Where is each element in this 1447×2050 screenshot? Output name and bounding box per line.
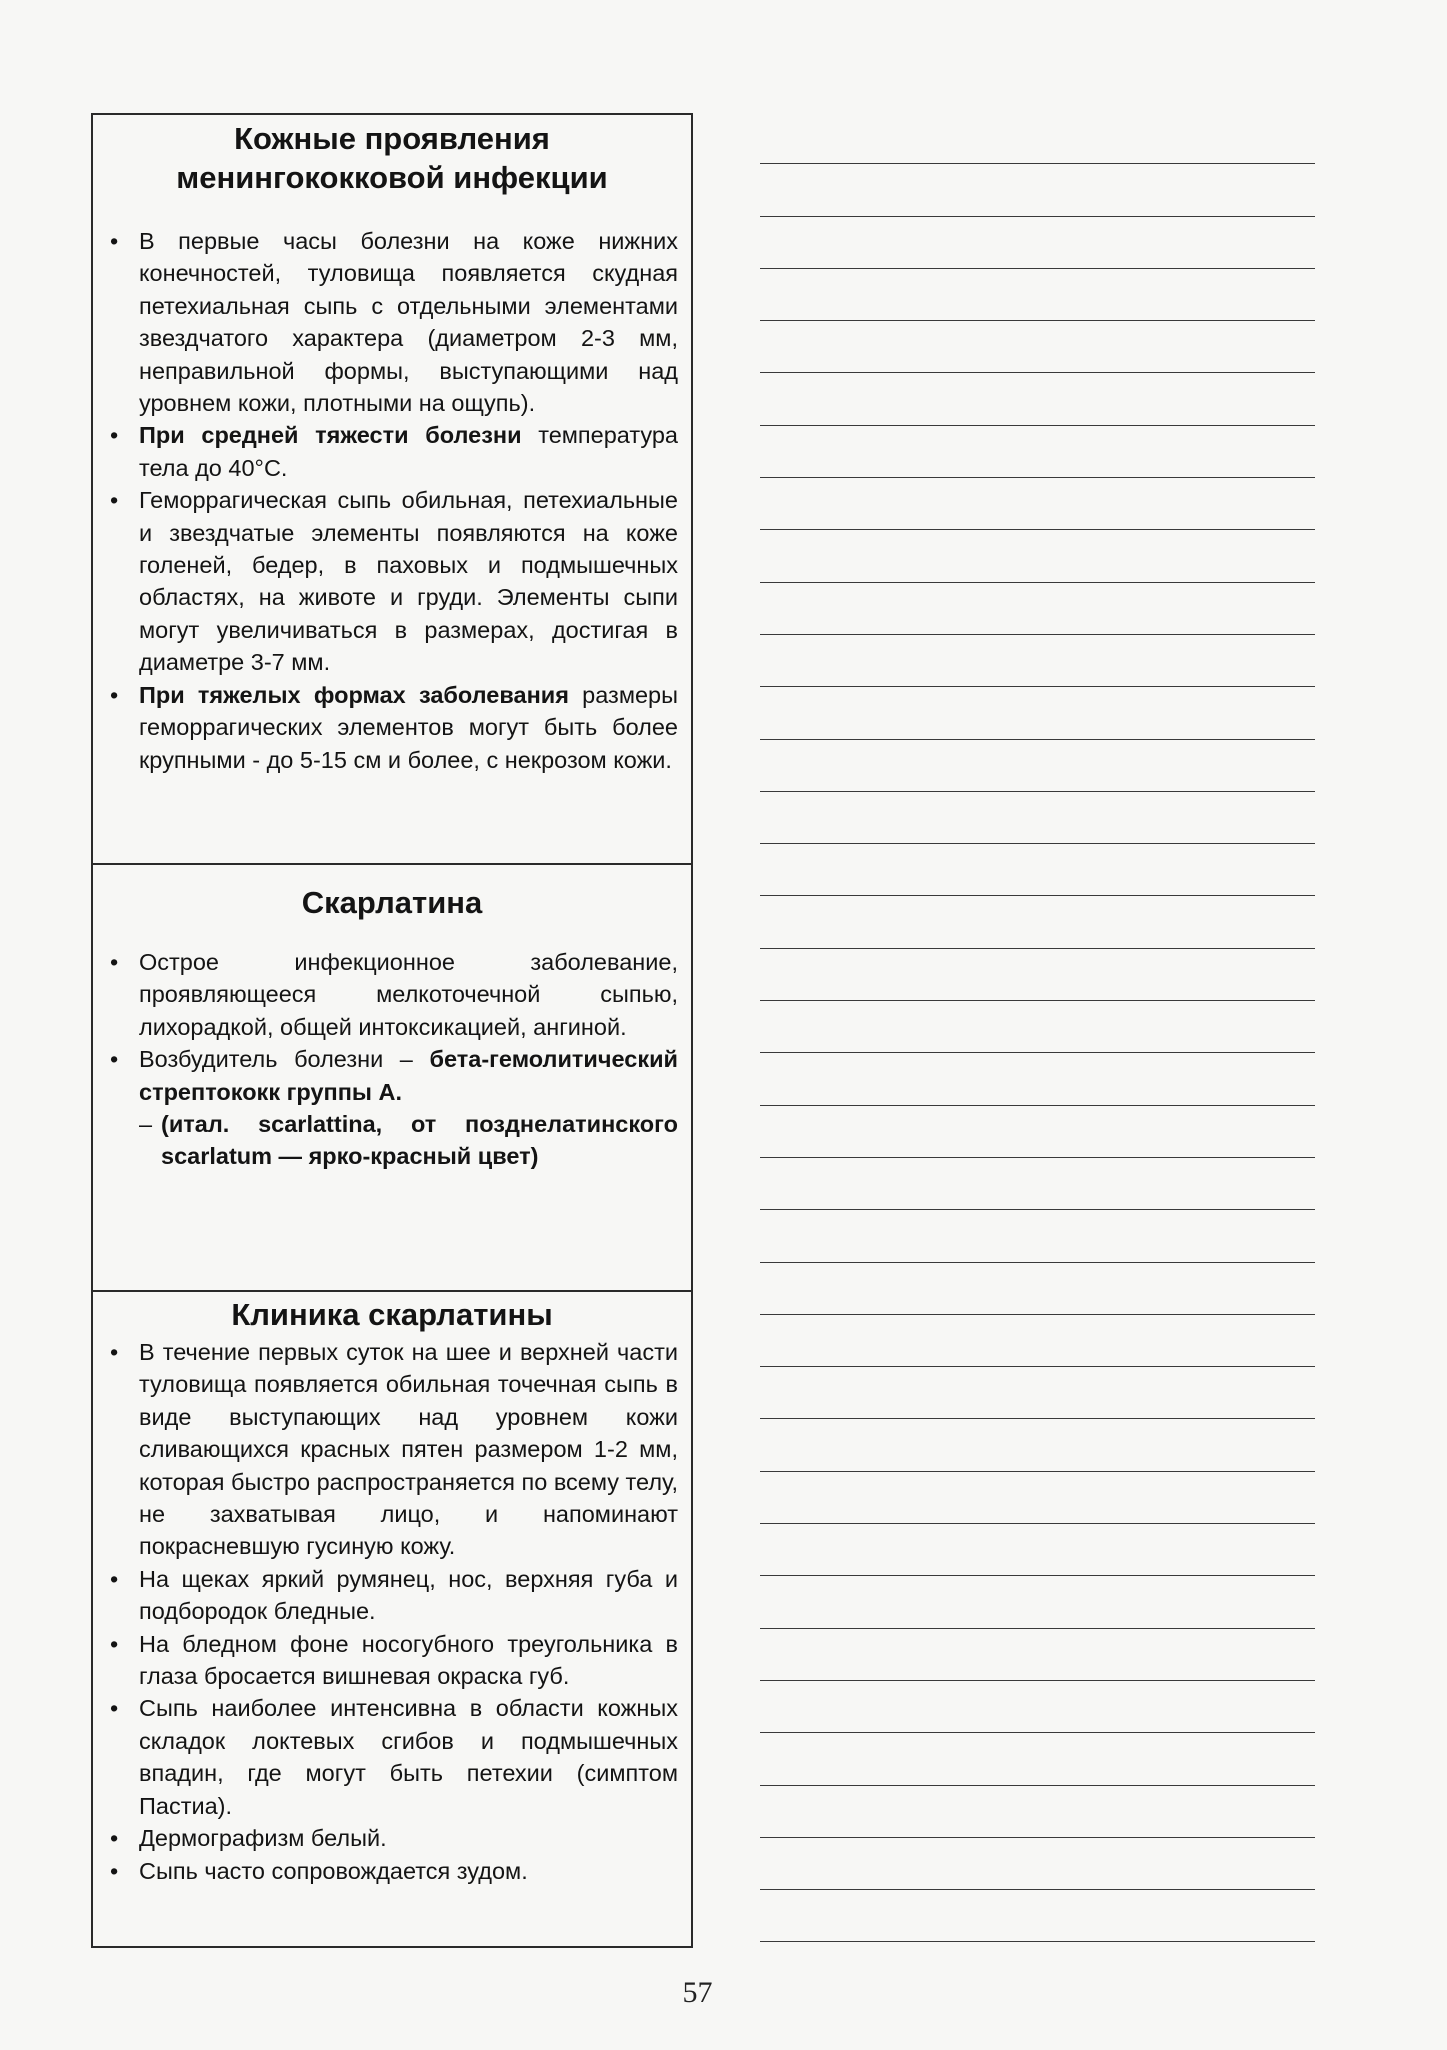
ruled-line bbox=[760, 373, 1315, 425]
ruled-line bbox=[760, 1106, 1315, 1158]
ruled-line bbox=[760, 112, 1315, 164]
item-text: размеры геморрагических элементов могут быть более крупными - до 5-15 см и более, с некрозом кожи. bbox=[139, 681, 679, 773]
ruled-line bbox=[760, 1629, 1315, 1681]
ruled-line bbox=[760, 949, 1315, 1001]
ruled-line bbox=[760, 740, 1315, 792]
list-item: • Сыпь наиболее интенсивна в области кожных складок локтевых сгибов и подмышечных впадин, где могут быть петехии (симптом Пастиа). bbox=[106, 1692, 678, 1822]
ruled-line bbox=[760, 478, 1315, 530]
section-meningococcal bbox=[93, 115, 691, 865]
bold-phrase: При тяжелых формах заболевания bbox=[139, 681, 569, 708]
page-number: 57 bbox=[682, 1976, 713, 2009]
list-item: • Дермографизм белый. bbox=[106, 1822, 678, 1854]
section-scarlet-fever bbox=[93, 865, 691, 1292]
info-table bbox=[91, 113, 693, 1948]
ruled-line bbox=[760, 1158, 1315, 1210]
bullet-list bbox=[106, 946, 678, 1108]
ruled-line bbox=[760, 1472, 1315, 1524]
ruled-line bbox=[760, 635, 1315, 687]
item-text: температура тела до 40°С. bbox=[139, 422, 678, 481]
list-item: • В первые часы болезни на коже нижних конечностей, туловища появляется скудная петехиальная сыпь с отдельными элементами звездчатого характера (диаметром 2-3 мм, неправильной формы, выступающими над уровнем кожи, плотными на ощупь). bbox=[106, 225, 678, 419]
ruled-line bbox=[760, 1524, 1315, 1576]
notes-ruled-lines bbox=[760, 112, 1315, 1942]
ruled-line bbox=[760, 792, 1315, 844]
list-item bbox=[106, 1043, 678, 1108]
ruled-line bbox=[760, 164, 1315, 216]
ruled-line bbox=[760, 896, 1315, 948]
ruled-line bbox=[760, 583, 1315, 635]
ruled-line bbox=[760, 426, 1315, 478]
ruled-line bbox=[760, 217, 1315, 269]
section-title: Клиника скарлатины bbox=[231, 1297, 553, 1332]
bold-phrase: При средней тяжести болезни bbox=[139, 422, 522, 449]
ruled-line bbox=[760, 1890, 1315, 1942]
list-item: • Геморрагическая сыпь обильная, петехиальные и звездчатые элементы появляются на коже голеней, бедер, в паховых и подмышечных областях, на животе и груди. Элементы сыпи могут увеличиваться в размерах, достигая в диаметре 3-7 мм. bbox=[106, 484, 678, 678]
title-line: менингококковой инфекции bbox=[176, 160, 608, 195]
ruled-line bbox=[760, 1419, 1315, 1471]
ruled-line bbox=[760, 1733, 1315, 1785]
bullet-list bbox=[106, 1336, 678, 1887]
ruled-line bbox=[760, 1053, 1315, 1105]
ruled-line bbox=[760, 1001, 1315, 1053]
section-title: Скарлатина bbox=[301, 885, 483, 920]
ruled-line bbox=[760, 1263, 1315, 1315]
bullet-list bbox=[106, 225, 678, 776]
list-item bbox=[106, 419, 678, 484]
ruled-line bbox=[760, 844, 1315, 896]
ruled-line bbox=[760, 269, 1315, 321]
ruled-line bbox=[760, 1315, 1315, 1367]
title-line: Кожные проявления bbox=[234, 121, 550, 156]
ruled-line bbox=[760, 1367, 1315, 1419]
ruled-line bbox=[760, 1576, 1315, 1628]
section-title bbox=[106, 115, 678, 197]
ruled-line bbox=[760, 1838, 1315, 1890]
list-item: • Сыпь часто сопровождается зудом. bbox=[106, 1855, 678, 1887]
ruled-line bbox=[760, 687, 1315, 739]
bold-phrase: бета-гемолитический стрептококк группы А. bbox=[139, 1046, 678, 1105]
item-text: Возбудитель болезни – bbox=[139, 1046, 430, 1073]
ruled-line bbox=[760, 1210, 1315, 1262]
list-item: • На щеках яркий румянец, нос, верхняя губа и подбородок бледные. bbox=[106, 1563, 678, 1628]
section-clinic bbox=[93, 1292, 691, 1887]
etymology-note: – (итал. scarlattina, от позднелатинского scarlatum — ярко-красный цвет) bbox=[106, 1108, 678, 1173]
ruled-line bbox=[760, 530, 1315, 582]
ruled-line bbox=[760, 321, 1315, 373]
list-item: • Острое инфекционное заболевание, проявляющееся мелкоточечной сыпью, лихорадкой, общей интоксикацией, ангиной. bbox=[106, 946, 678, 1043]
list-item bbox=[106, 679, 678, 776]
list-item: • На бледном фоне носогубного треугольника в глаза бросается вишневая окраска губ. bbox=[106, 1628, 678, 1693]
list-item: • В течение первых суток на шее и верхней части туловища появляется обильная точечная сыпь в виде выступающих над уровнем кожи сливающихся красных пятен размером 1-2 мм, которая быстро распространяется по всему телу, не захватывая лицо, и напоминают покрасневшую гусиную кожу. bbox=[106, 1336, 678, 1563]
ruled-line bbox=[760, 1681, 1315, 1733]
ruled-line bbox=[760, 1786, 1315, 1838]
